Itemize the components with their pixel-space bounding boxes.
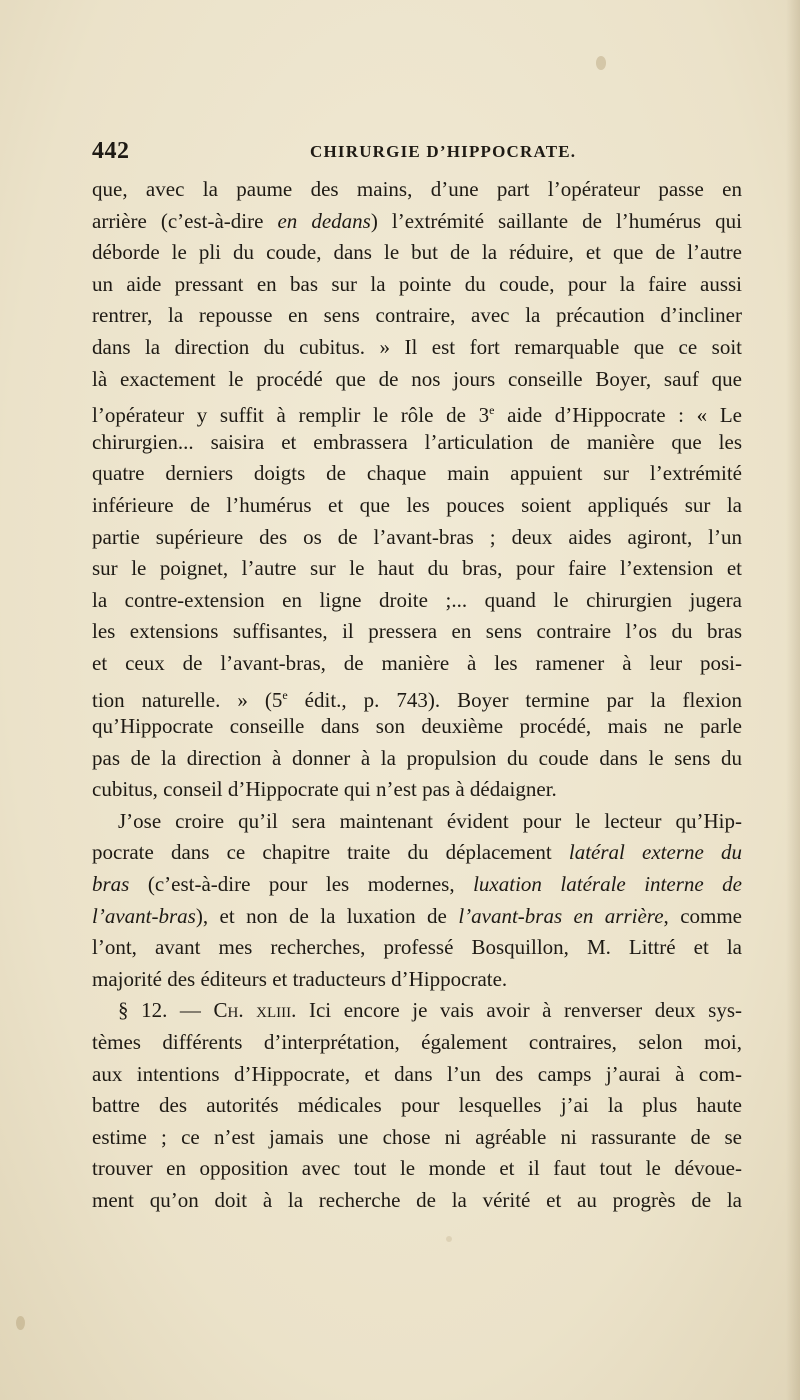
text-line: rentrer, la repousse en sens contraire, avec la précaution d’incliner <box>92 303 742 328</box>
text-line: estime ; ce n’est jamais une chose ni agréable ni rassurante de se <box>92 1124 742 1149</box>
text-line: aux intentions d’Hippocrate, et dans l’un des camps j’aurai à com- <box>92 1061 742 1086</box>
text-line: § 12. — Ch. xliii. Ici encore je vais avoir à renverser deux sys- <box>118 998 742 1023</box>
text-line: les extensions suffisantes, il pressera en sens contraire l’os du bras <box>92 619 742 644</box>
text-line: quatre derniers doigts de chaque main appuient sur l’extrémité <box>92 461 742 486</box>
text-line: l’ont, avant mes recherches, professé Bosquillon, M. Littré et la <box>92 935 742 960</box>
running-head: CHIRURGIE D’HIPPOCRATE. <box>310 142 577 161</box>
text-line: partie supérieure des os de l’avant-bras ; deux aides agiront, l’un <box>92 524 742 549</box>
text-line: inférieure de l’humérus et que les pouces soient appliqués sur la <box>92 492 742 517</box>
text-line: battre des autorités médicales pour lesquelles j’ai la plus haute <box>92 1093 742 1118</box>
page-header <box>92 138 742 170</box>
page-number: 442 <box>92 138 130 164</box>
text-line: pas de la direction à donner à la propulsion du coude dans le sens du <box>92 745 742 770</box>
text-line: chirurgien... saisira et embrassera l’articulation de manière que les <box>92 429 742 454</box>
text-line: pocrate dans ce chapitre traite du déplacement latéral externe du <box>92 840 742 865</box>
text-line: la contre-extension en ligne droite ;... quand le chirurgien jugera <box>92 587 742 612</box>
text-line: déborde le pli du coude, dans le but de la réduire, et que de l’autre <box>92 240 742 265</box>
text-line: qu’Hippocrate conseille dans son deuxième procédé, mais ne parle <box>92 714 742 739</box>
paper-stain <box>596 56 606 70</box>
text-line: tion naturelle. » (5e édit., p. 743). Boyer termine par la flexion <box>92 687 742 712</box>
text-line: tèmes différents d’interprétation, également contraires, selon moi, <box>92 1030 742 1055</box>
paper-stain <box>446 1236 452 1242</box>
paper-stain <box>16 1316 25 1330</box>
text-line: arrière (c’est-à-dire en dedans) l’extrémité saillante de l’humérus qui <box>92 208 742 233</box>
body-text <box>92 174 742 1217</box>
text-line: l’opérateur y suffit à remplir le rôle de 3e aide d’Hippocrate : « Le <box>92 403 742 428</box>
text-line: bras (c’est-à-dire pour les modernes, luxation latérale interne de <box>92 872 742 897</box>
text-line: trouver en opposition avec tout le monde et il faut tout le dévoue- <box>92 1156 742 1181</box>
text-line: sur le poignet, l’autre sur le haut du bras, pour faire l’extension et <box>92 556 742 581</box>
text-line: un aide pressant en bas sur la pointe du coude, pour la faire aussi <box>92 271 742 296</box>
text-line: dans la direction du cubitus. » Il est fort remarquable que ce soit <box>92 334 742 359</box>
text-line: là exactement le procédé que de nos jours conseille Boyer, sauf que <box>92 366 742 391</box>
text-line: majorité des éditeurs et traducteurs d’Hippocrate. <box>92 966 508 991</box>
text-line: que, avec la paume des mains, d’une part l’opérateur passe en <box>92 177 742 201</box>
page-edge-shadow <box>786 0 800 1400</box>
text-line: J’ose croire qu’il sera maintenant évident pour le lecteur qu’Hip- <box>118 808 742 833</box>
text-line: et ceux de l’avant-bras, de manière à les ramener à leur posi- <box>92 650 742 675</box>
text-line: ment qu’on doit à la recherche de la vérité et au progrès de la <box>92 1188 742 1212</box>
text-line: cubitus, conseil d’Hippocrate qui n’est pas à dédaigner. <box>92 777 557 802</box>
text-line: l’avant-bras), et non de la luxation de l’avant-bras en arrière, comme <box>92 903 742 928</box>
